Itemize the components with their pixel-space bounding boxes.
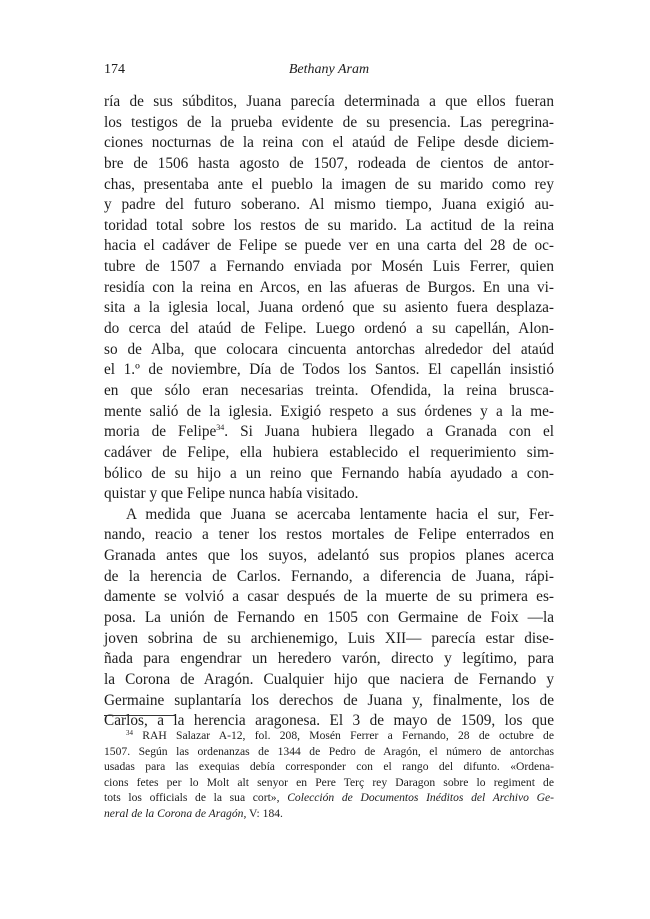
footnote-line: cions fetes per lo Molt alt senyor en Pere Terç rey Daragon sobre lo regiment de (104, 775, 554, 789)
text-line: los testigos de la prueba evidente de su presencia. Las peregrina- (104, 113, 554, 131)
footnote-line (104, 790, 554, 806)
text-line: ría de sus súbditos, Juana parecía determinada a que ellos fueran (104, 93, 554, 110)
paragraph-last-line: quistar y que Felipe nunca había visitado. (104, 485, 359, 503)
footnote-text: V: 184. (246, 806, 283, 820)
text-line: la Corona de Aragón. Cualquier hijo que naciera de Fernando y (104, 670, 554, 688)
text-line: ñada para engendrar un heredero varón, directo y legítimo, para (104, 650, 554, 668)
text-line: ciones nocturnas de la reina con el ataúd de Felipe desde diciem- (104, 134, 554, 152)
text-line: posa. La unión de Fernando en 1505 con Germaine de Foix —la (104, 609, 554, 627)
text-line: de la herencia de Carlos. Fernando, a diferencia de Juana, rápi- (104, 567, 554, 585)
text-line: hacia el cadáver de Felipe se puede ver en una carta del 28 de oc- (104, 237, 554, 255)
text-line: toridad total sobre los restos de su marido. La actitud de la reina (104, 216, 554, 234)
text-line: do cerca del ataúd de Felipe. Luego ordenó a su capellán, Alon- (104, 320, 554, 338)
footnote-reference[interactable]: 34 (216, 423, 225, 433)
text-line: el 1.º de noviembre, Día de Todos los Santos. El capellán insistió (104, 361, 554, 379)
footnotes (104, 728, 554, 822)
text-line: bre de 1506 hasta agosto de 1507, rodeada de cientos de antor- (104, 154, 554, 172)
text-line: mente salió de la iglesia. Exigió respeto a sus órdenes y a la me- (104, 402, 554, 420)
text-line: tubre de 1507 a Fernando enviada por Mosén Luis Ferrer, quien (104, 258, 554, 276)
text-line: Granada antes que los suyos, adelantó sus propios planes acerca (104, 547, 554, 565)
body-text (104, 92, 554, 732)
text-line: joven sobrina de su archienemigo, Luis XII— parecía estar dise- (104, 629, 554, 647)
footnote-line (104, 728, 554, 744)
text-line: bólico de su hijo a un reino que Fernando había ayudado a con- (104, 464, 554, 482)
footnote-text: RAH Salazar A-12, fol. 208, Mosén Ferrer a Fernando, 28 de octubre de (142, 729, 555, 742)
text-line: Germaine suplantaría los derechos de Juana y, finalmente, los de (104, 691, 554, 709)
text-fragment: moria de Felipe (104, 423, 217, 441)
text-line: chas, presentaba ante el pueblo la imagen de su marido como rey (104, 175, 554, 193)
footnote-divider (104, 715, 176, 716)
footnote-number: 34 (126, 729, 133, 737)
text-line: y padre del futuro soberano. Al mismo tiempo, Juana exigió au- (104, 196, 554, 214)
footnote-line: 1507. Según las ordenanzas de 1344 de Pedro de Aragón, el número de antorchas (104, 744, 554, 758)
running-header-author: Bethany Aram (288, 62, 370, 77)
text-line: Carlos, a la herencia aragonesa. El 3 de mayo de 1509, los que (104, 712, 554, 730)
text-line: so de Alba, que colocara cincuenta antorchas alrededor del ataúd (104, 340, 554, 358)
footnote-source-title: neral de la Corona de Aragón, (104, 806, 247, 820)
text-line-with-reference (104, 422, 554, 443)
text-fragment: . Si Juana hubiera llegado a Granada con el (224, 423, 554, 441)
footnote-line: usadas para las exequias debía corresponder con el rango del difunto. «Ordena- (104, 760, 554, 774)
footnote-source-title: Colección de Documentos Inéditos del Archivo Ge- (287, 791, 555, 805)
text-line: damente se volvió a casar después de la muerte de su primera es- (104, 588, 554, 606)
text-line: nando, reacio a tener los restos mortales de Felipe enterrados en (104, 526, 554, 544)
running-header (104, 62, 554, 82)
footnote-text: tots los officials de la sua cort», (104, 791, 280, 805)
text-line: en que sólo eran necesarias treinta. Ofendida, la reina brusca- (104, 381, 554, 399)
paragraph-first-line: A medida que Juana se acercaba lentamente hacia el sur, Fer- (126, 505, 554, 523)
footnote-line (104, 806, 554, 822)
page-number: 174 (104, 62, 125, 77)
text-line: cadáver de Felipe, ella hubiera establecido el requerimiento sim- (104, 443, 554, 461)
text-line: residía con la reina en Arcos, en las afueras de Burgos. En una vi- (104, 278, 554, 296)
text-line: sita a la iglesia local, Juana ordenó que su asiento fuera desplaza- (104, 299, 554, 317)
